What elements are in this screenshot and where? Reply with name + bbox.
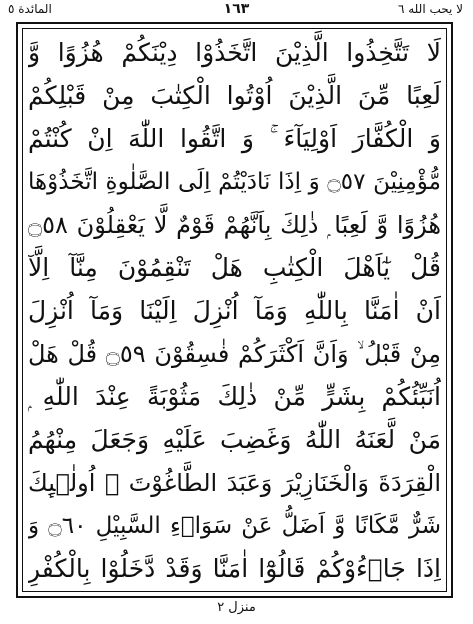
text-line-9: اُنَبِّئُكُمْ بِشَرٍّ مِّنْ ذٰلِكَ مَثُوْبَةً عِنْدَ اللّٰهِ ۭ	[28, 382, 441, 411]
text-line-4: مُّؤْمِنِيْنَ ۝٥٧ وَ اِذَا نَادَيْتُمْ اِلَى الصَّلٰوةِ اتَّخَذُوْهَا	[28, 169, 441, 195]
text-line-10: مَنْ لَّعَنَهُ اللّٰهُ وَغَضِبَ عَلَيْهِ وَجَعَلَ مِنْهُمُ	[28, 425, 441, 454]
text-line-5: هُزُوًا وَّ لَعِبًا ۭ ذٰلِكَ بِاَنَّهُمْ قَوْمٌ لَّا يَعْقِلُوْنَ ۝٥٨	[28, 211, 441, 239]
text-line-11: الْقِرَدَةَ وَالْخَنَازِيْرَ وَعَبَدَ الطَّاغُوْتَ ۭ اُولٰۗىِٕكَ	[28, 469, 441, 497]
quran-text-block	[28, 30, 441, 590]
text-line-2: لَعِبًا مِّنَ الَّذِيْنَ اُوْتُوا الْكِتٰبَ مِنْ قَبْلِكُمْ	[28, 81, 441, 110]
text-line-6: قُلْ يٰٓاَهْلَ الْكِتٰبِ هَلْ تَنْقِمُوْنَ مِنَّآ اِلَّآ	[28, 253, 441, 282]
surah-name-header: المائدة ٥	[8, 2, 52, 16]
page-number: ١٦٣	[223, 1, 250, 17]
juz-name-header: لا يحب الله ٦	[397, 2, 463, 16]
text-line-13: اِذَا جَاۗءُوْكُمْ قَالُوْٓا اٰمَنَّا وَقَدْ دَّخَلُوْا بِالْكُفْرِ	[28, 554, 441, 583]
page-header	[0, 0, 473, 22]
manzil-footer: منزل ٢	[217, 600, 256, 615]
text-line-8: مِنْ قَبْلُ ۙ وَاَنَّ اَكْثَرَكُمْ فٰسِقُوْنَ ۝٥٩ قُلْ هَلْ	[28, 340, 441, 368]
text-line-1: لَا تَتَّخِذُوا الَّذِيْنَ اتَّخَذُوْا دِيْنَكُمْ هُزُوًا وَّ	[28, 38, 441, 67]
text-line-7: اَنْ اٰمَنَّا بِاللّٰهِ وَمَآ اُنْزِلَ اِلَيْنَا وَمَآ اُنْزِلَ	[28, 296, 441, 325]
text-line-3: وَ الْكُفَّارَ اَوْلِيَآءَ ۚ وَ اتَّقُوا اللّٰهَ اِنْ كُنْتُمْ	[28, 124, 441, 153]
text-line-12: شَرٌّ مَّكَانًا وَّ اَضَلُّ عَنْ سَوَاۗءِ السَّبِيْلِ ۝٦٠ وَ	[28, 513, 441, 539]
